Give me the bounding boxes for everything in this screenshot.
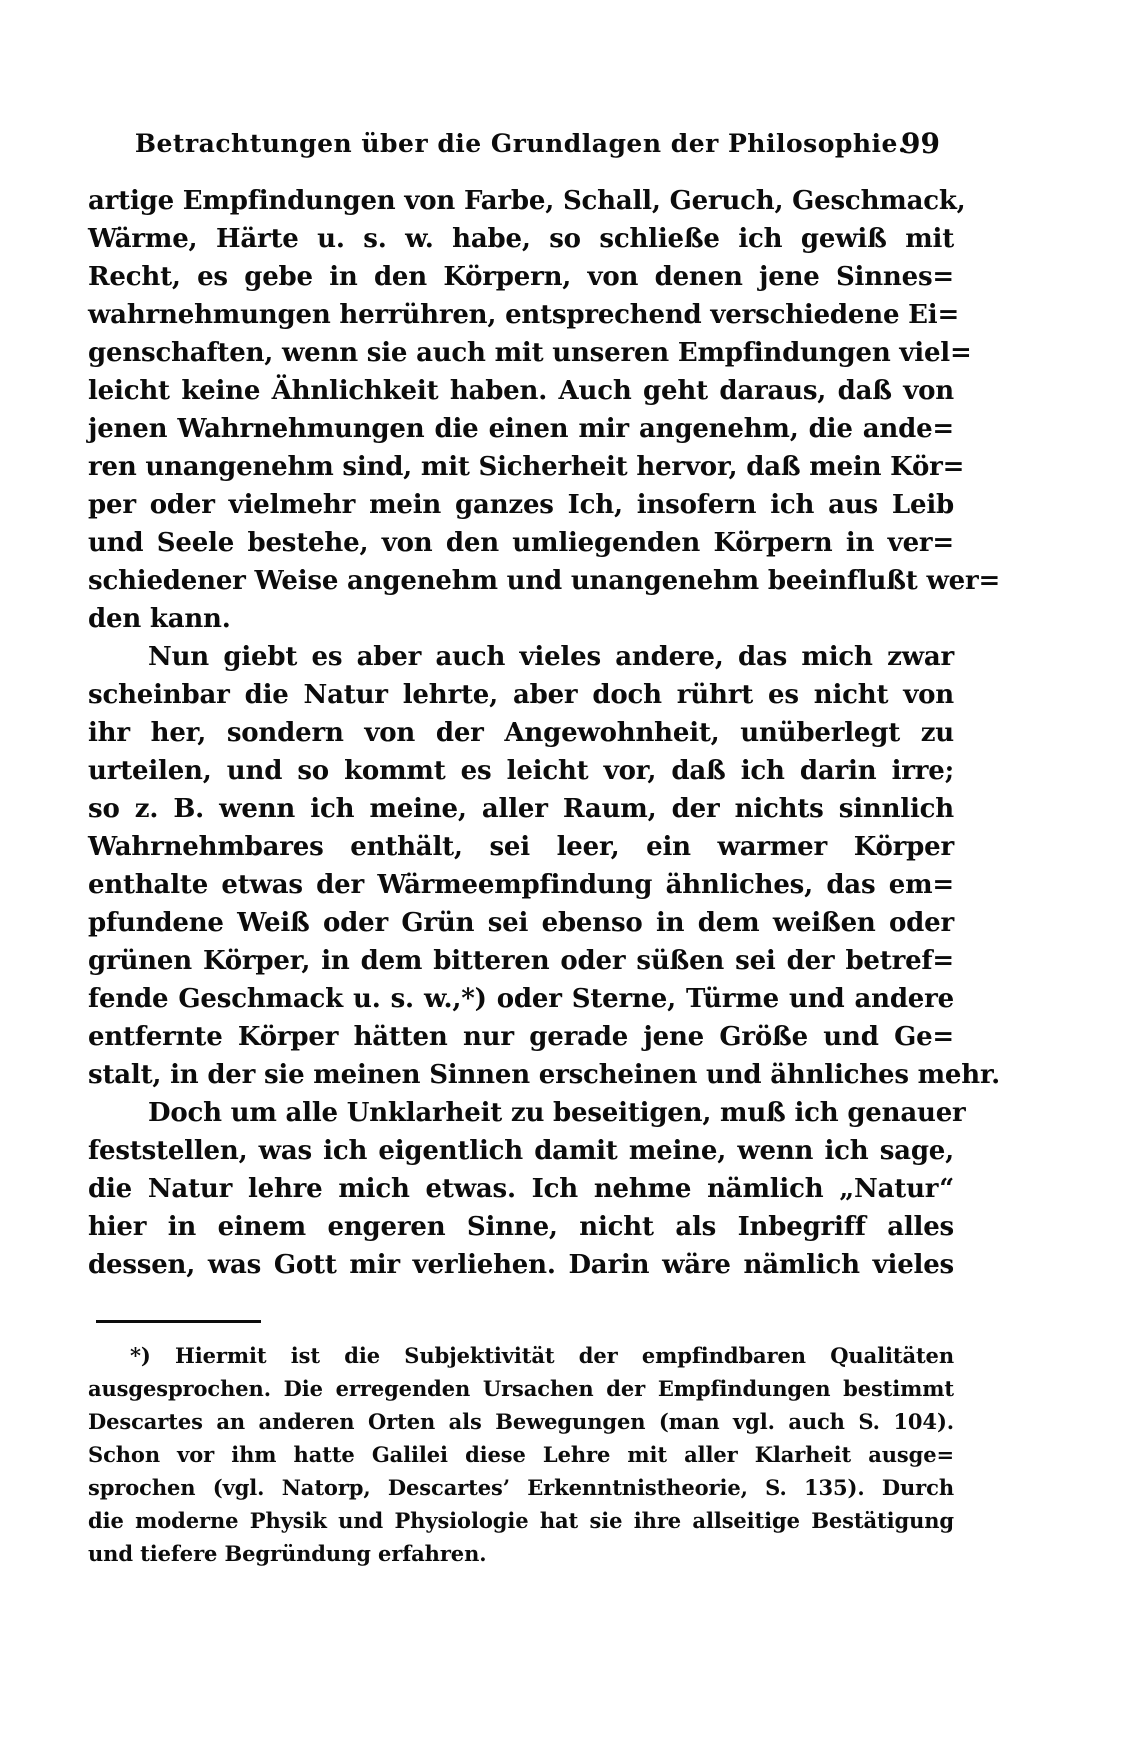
body-line: den kann. [88, 604, 231, 634]
body-line: schiedener Weise angenehm und unangenehm beeinflußt wer= [88, 566, 1001, 596]
body-line: pfundene Weiß oder Grün sei ebenso in dem weißen oder [88, 908, 954, 938]
body-line: jenen Wahrnehmungen die einen mir angenehm, die ande= [88, 414, 954, 444]
running-header [88, 126, 954, 162]
body-line: dessen, was Gott mir verliehen. Darin wäre nämlich vieles [88, 1250, 954, 1280]
body-line: urteilen, und so kommt es leicht vor, daß ich darin irre; [88, 756, 954, 786]
footnote-separator [96, 1320, 261, 1323]
footnote-line: ausgesprochen. Die erregenden Ursachen der Empfindungen bestimmt [88, 1376, 954, 1401]
body-line: grünen Körper, in dem bitteren oder süßen sei der betref= [88, 946, 954, 976]
body-line: entfernte Körper hätten nur gerade jene Größe und Ge= [88, 1022, 954, 1052]
body-line: Doch um alle Unklarheit zu beseitigen, muß ich genauer [148, 1098, 966, 1128]
body-line: Wahrnehmbares enthält, sei leer, ein warmer Körper [88, 832, 954, 862]
body-line: stalt, in der sie meinen Sinnen erscheinen und ähnliches mehr. [88, 1060, 1000, 1090]
body-line: genschaften, wenn sie auch mit unseren Empfindungen viel= [88, 338, 972, 368]
footnote-line: Schon vor ihm hatte Galilei diese Lehre mit aller Klarheit ausge= [88, 1442, 954, 1467]
body-line: ihr her, sondern von der Angewohnheit, unüberlegt zu [88, 718, 954, 748]
body-line: artige Empfindungen von Farbe, Schall, Geruch, Geschmack, [88, 186, 966, 216]
footnote-line: *) Hiermit ist die Subjektivität der empfindbaren Qualitäten [130, 1343, 954, 1368]
body-line: wahrnehmungen herrühren, entsprechend verschiedene Ei= [88, 300, 960, 330]
body-line: die Natur lehre mich etwas. Ich nehme nämlich „Natur“ [88, 1174, 954, 1204]
page-number: 99 [901, 127, 940, 160]
body-line: Nun giebt es aber auch vieles andere, das mich zwar [148, 642, 954, 672]
footnote-line: sprochen (vgl. Natorp, Descartes’ Erkenntnistheorie, S. 135). Durch [88, 1475, 954, 1500]
paragraph [88, 638, 1000, 1094]
body-line: fende Geschmack u. s. w.,*) oder Sterne, Türme und andere [88, 984, 954, 1014]
body-text [88, 182, 1001, 1284]
body-line: ren unangenehm sind, mit Sicherheit hervor, daß mein Kör= [88, 452, 965, 482]
text-column [88, 126, 1001, 1570]
body-line: Wärme, Härte u. s. w. habe, so schließe ich gewiß mit [88, 224, 954, 254]
body-line: Recht, es gebe in den Körpern, von denen jene Sinnes= [88, 262, 954, 292]
footnote-line: Descartes an anderen Orten als Bewegungen (man vgl. auch S. 104). [88, 1409, 954, 1434]
body-line: enthalte etwas der Wärmeempfindung ähnliches, das em= [88, 870, 954, 900]
body-line: scheinbar die Natur lehrte, aber doch rührt es nicht von [88, 680, 954, 710]
body-line: feststellen, was ich eigentlich damit meine, wenn ich sage, [88, 1136, 954, 1166]
footnote-line: die moderne Physik und Physiologie hat sie ihre allseitige Bestätigung [88, 1508, 954, 1533]
body-line: hier in einem engeren Sinne, nicht als Inbegriff alles [88, 1212, 954, 1242]
paragraph [88, 1094, 966, 1284]
footnote [88, 1339, 954, 1570]
body-line: so z. B. wenn ich meine, aller Raum, der nichts sinnlich [88, 794, 954, 824]
body-line: per oder vielmehr mein ganzes Ich, insofern ich aus Leib [88, 490, 954, 520]
body-line: leicht keine Ähnlichkeit haben. Auch geht daraus, daß von [88, 376, 954, 406]
paragraph [88, 182, 1001, 638]
body-line: und Seele bestehe, von den umliegenden Körpern in ver= [88, 528, 954, 558]
footnote-line: und tiefere Begründung erfahren. [88, 1541, 487, 1566]
running-header-title: Betrachtungen über die Grundlagen der Philosophie. [134, 129, 908, 158]
